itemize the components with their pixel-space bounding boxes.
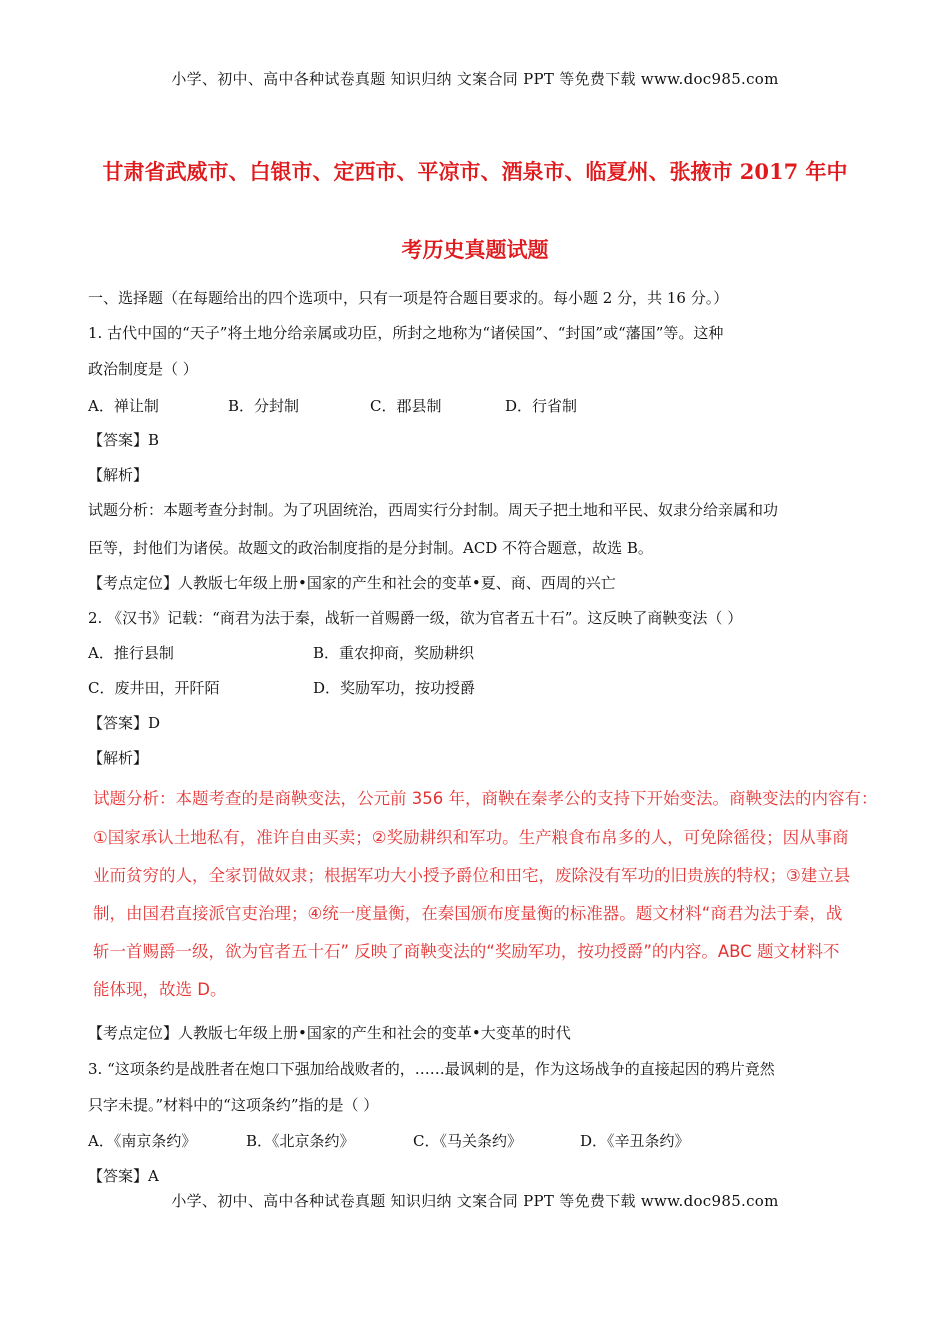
q2-stem: 2. 《汉书》记载：“商君为法于秦，战斩一首赐爵一级，欲为官者五十石”。这反映了商鞅变法（ ） — [88, 609, 743, 627]
q3-option-a: A．《南京条约》 — [88, 1132, 197, 1150]
q2-answer: 【答案】D — [88, 714, 161, 732]
q1-option-d: D．行省制 — [505, 397, 578, 415]
section-heading: 一、选择题（在每题给出的四个选项中，只有一项是符合题目要求的。每小题 2 分，共 16 分。） — [88, 289, 729, 307]
q2-option-c: C．废井田，开阡陌 — [88, 679, 220, 697]
q1-option-a: A．禅让制 — [88, 397, 159, 415]
q2-option-b: B．重农抑商，奖励耕织 — [313, 644, 475, 662]
q1-stem-line-2: 政治制度是（ ） — [88, 360, 198, 378]
q1-analysis-label: 【解析】 — [88, 466, 149, 484]
q3-answer: 【答案】A — [88, 1167, 159, 1185]
q2-option-a: A．推行县制 — [88, 644, 174, 662]
q1-knowledge-point: 【考点定位】人教版七年级上册•国家的产生和社会的变革•夏、商、西周的兴亡 — [88, 574, 616, 592]
q2-analysis-line-2: ①国家承认土地私有，准许自由买卖；②奖励耕织和军功。生产粮食布帛多的人，可免除徭役；因从事商 — [93, 828, 849, 847]
q2-analysis-line-1: 试题分析：本题考查的是商鞅变法，公元前 356 年，商鞅在秦孝公的支持下开始变法。商鞅变法的内容有： — [93, 789, 878, 808]
q2-analysis-label: 【解析】 — [88, 749, 149, 767]
page-footer: 小学、初中、高中各种试卷真题 知识归纳 文案合同 PPT 等免费下载 www.doc985.com — [171, 1192, 779, 1210]
q2-option-d: D．奖励军功，按功授爵 — [313, 679, 476, 697]
document-title-line-1: 甘肃省武威市、白银市、定西市、平凉市、酒泉市、临夏州、张掖市 2017 年中 — [102, 159, 848, 184]
q1-analysis-line-2: 臣等，封他们为诸侯。故题文的政治制度指的是分封制。ACD 不符合题意，故选 B。 — [88, 539, 653, 557]
q2-analysis-line-5: 斩一首赐爵一级，欲为官者五十石” 反映了商鞅变法的“奖励军功，按功授爵”的内容。ABC 题文材料不 — [93, 942, 840, 961]
q2-analysis-line-6: 能体现，故选 D。 — [93, 980, 227, 999]
q3-stem-line-1: 3. “这项条约是战胜者在炮口下强加给战败者的，……最讽刺的是，作为这场战争的直接起因的鸦片竟然 — [88, 1060, 775, 1078]
q1-option-b: B．分封制 — [228, 397, 300, 415]
q3-option-d: D．《辛丑条约》 — [580, 1132, 690, 1150]
q2-analysis-line-4: 制，由国君直接派官吏治理；④统一度量衡，在秦国颁布度量衡的标准器。题文材料“商君为法于秦，战 — [93, 904, 843, 923]
q1-answer: 【答案】B — [88, 431, 160, 449]
document-title-line-2: 考历史真题试题 — [401, 237, 549, 262]
q1-option-c: C．郡县制 — [370, 397, 442, 415]
page-header: 小学、初中、高中各种试卷真题 知识归纳 文案合同 PPT 等免费下载 www.doc985.com — [171, 70, 779, 88]
q3-option-b: B．《北京条约》 — [246, 1132, 355, 1150]
q1-analysis-line-1: 试题分析：本题考查分封制。为了巩固统治，西周实行分封制。周天子把土地和平民、奴隶分给亲属和功 — [88, 501, 779, 519]
q3-stem-line-2: 只字未提。”材料中的“这项条约”指的是（ ） — [88, 1096, 379, 1114]
q2-knowledge-point: 【考点定位】人教版七年级上册•国家的产生和社会的变革•大变革的时代 — [88, 1024, 571, 1042]
q1-stem-line-1: 1. 古代中国的“天子”将土地分给亲属或功臣，所封之地称为“诸侯国”、“封国”或“藩国”等。这种 — [88, 324, 724, 342]
q2-analysis-line-3: 业而贫穷的人，全家罚做奴隶；根据军功大小授予爵位和田宅，废除没有军功的旧贵族的特权；③建立县 — [93, 866, 851, 885]
q3-option-c: C．《马关条约》 — [413, 1132, 522, 1150]
